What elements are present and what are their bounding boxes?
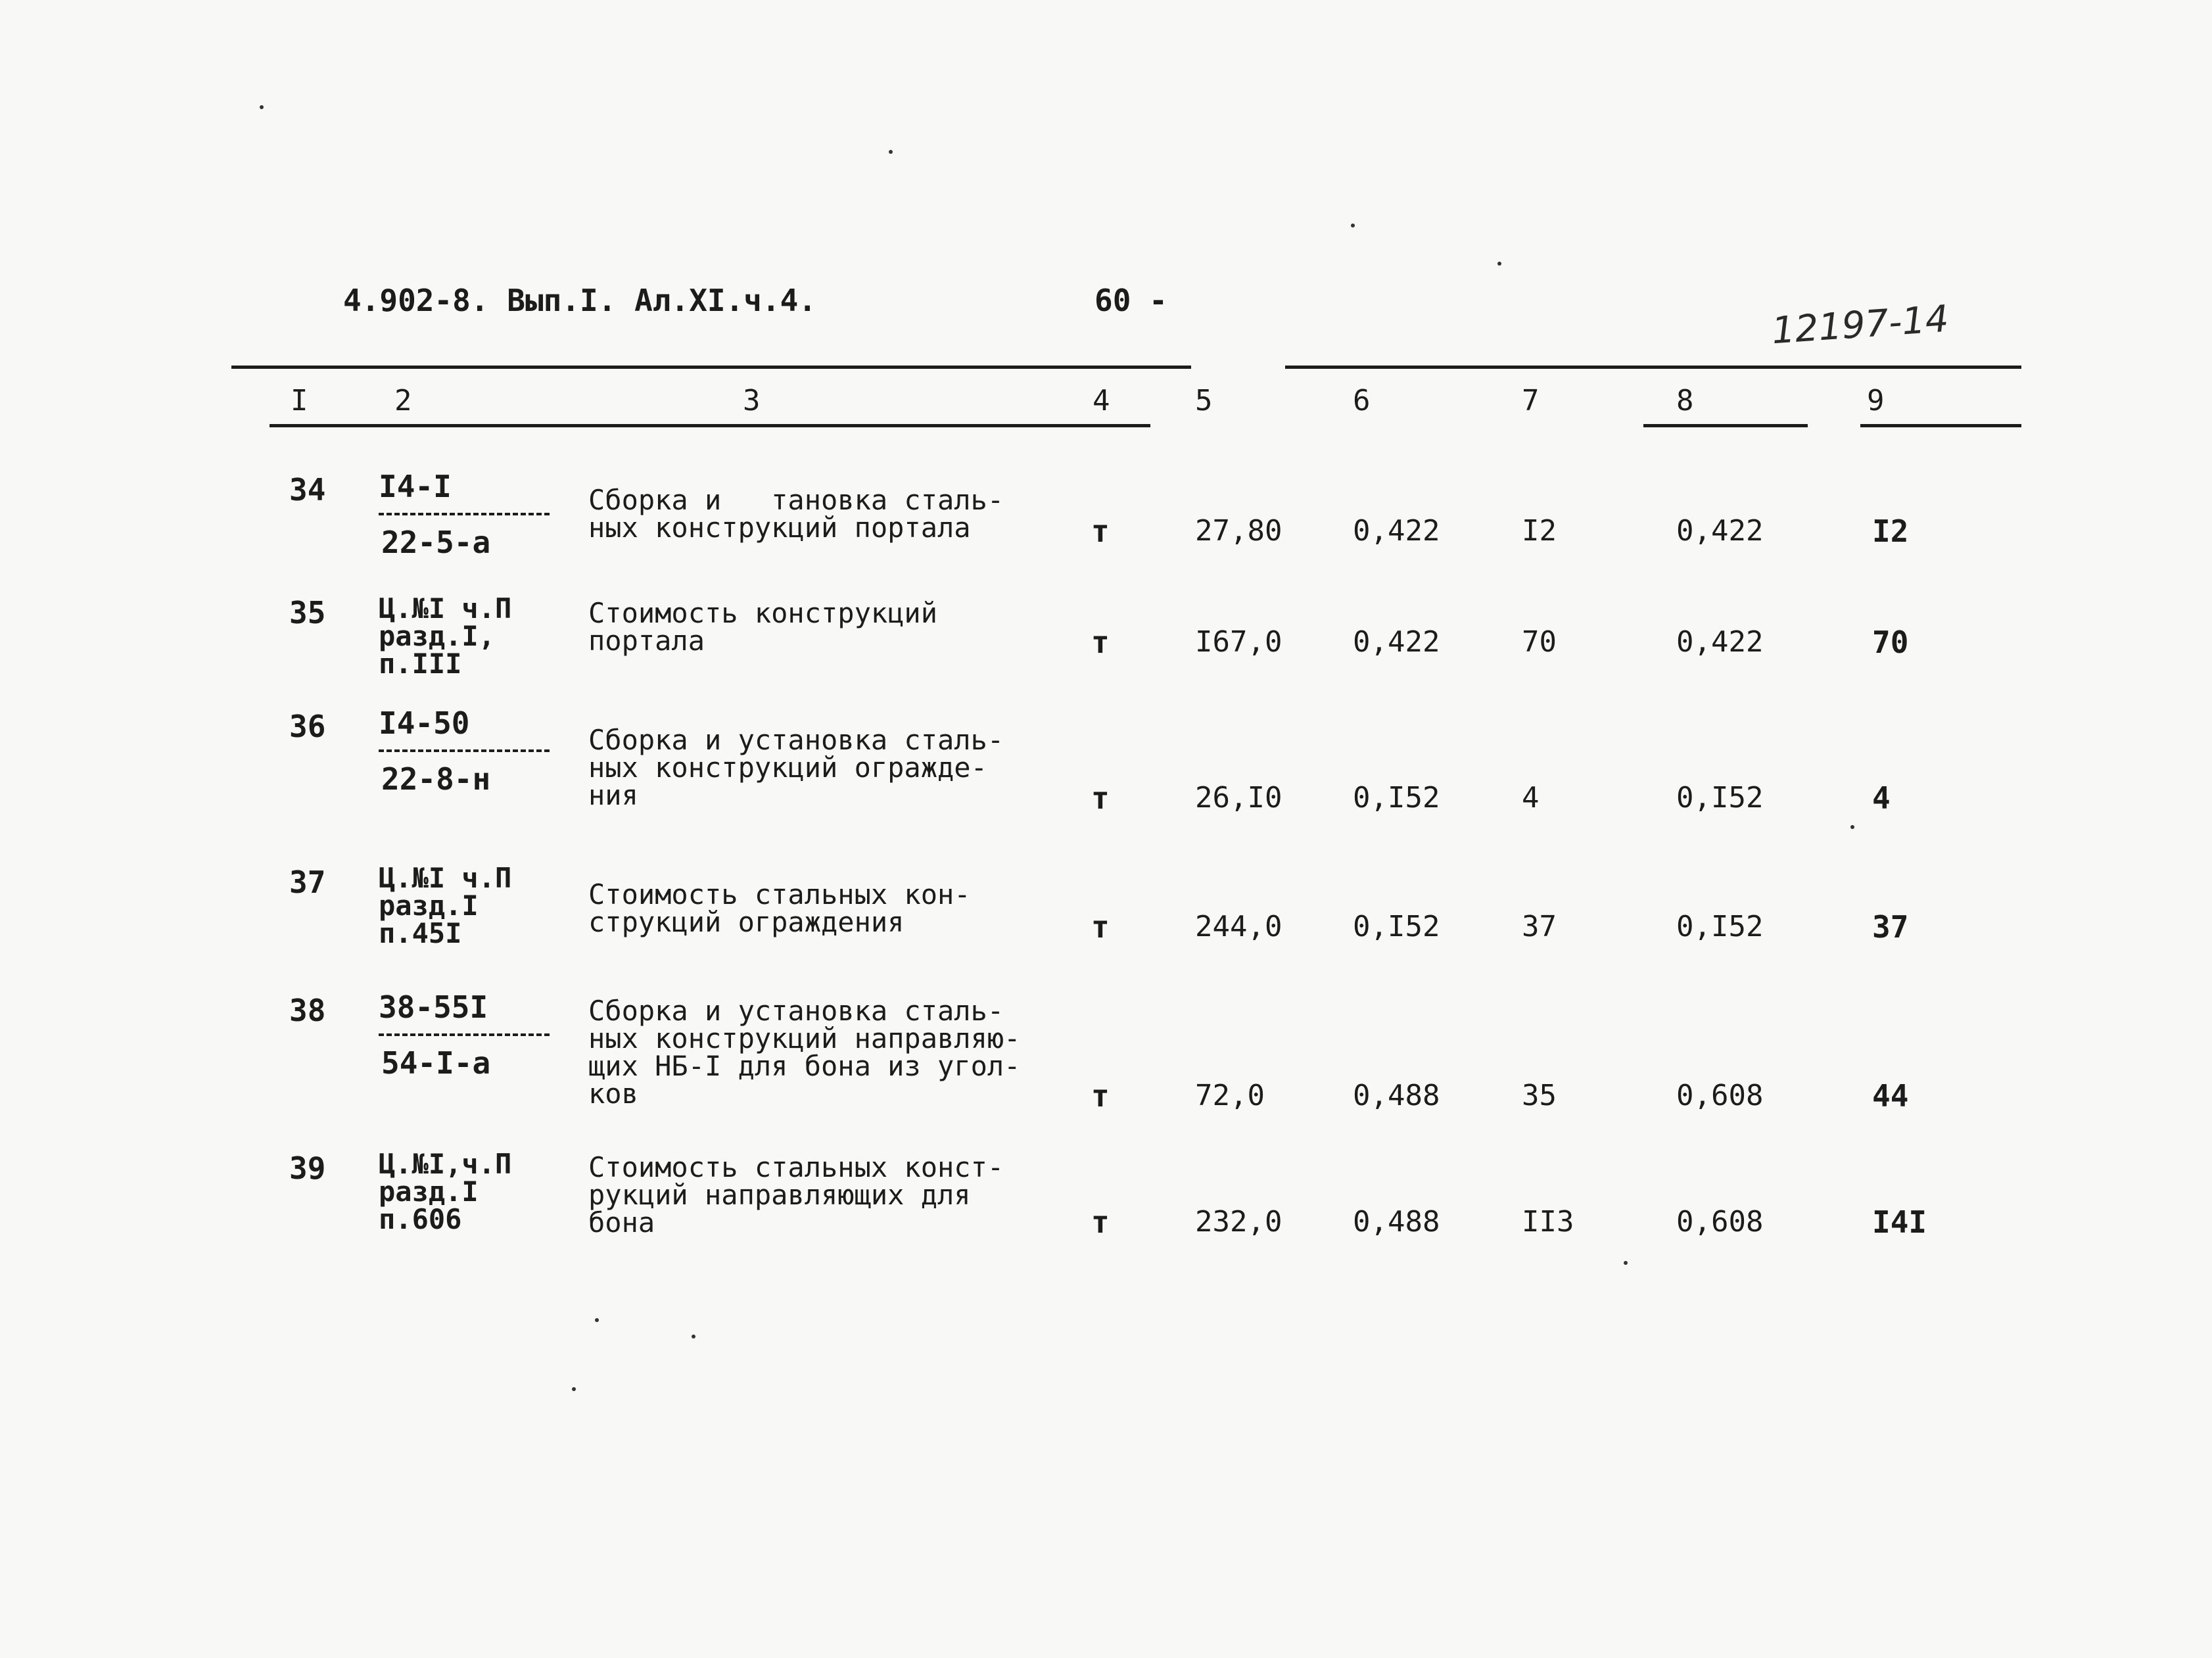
unit: т (1091, 909, 1110, 945)
quantity: 244,0 (1195, 910, 1282, 943)
unit: т (1091, 780, 1110, 816)
column-number-3: 3 (743, 384, 761, 417)
work-description: Сборка и установка сталь- ных конструкций огражде- ния (588, 724, 1004, 811)
column-number-2: 2 (394, 384, 412, 417)
work-description: Сборка и установка сталь- ных конструкций направляю- щих НБ-I для бона из угол- ков (588, 995, 1021, 1110)
col8-value: 0,422 (1676, 514, 1764, 548)
column-number-7: 7 (1522, 384, 1540, 417)
row-number: 39 (289, 1150, 326, 1186)
price-reference: Ц.№I,ч.П разд.I п.606 (379, 1148, 512, 1235)
document-code: 4.902-8. Вып.I. Ал.XI.ч.4. (343, 283, 817, 318)
col9-value: 70 (1872, 625, 1909, 660)
header-bottom-rule-right (1860, 424, 2021, 427)
row-number: 37 (289, 865, 326, 900)
work-description: Стоимость конструкций портала (588, 597, 938, 657)
scan-speck (1624, 1261, 1628, 1265)
scan-speck (260, 105, 264, 109)
col8-value: 0,I52 (1676, 910, 1764, 943)
handwritten-number: 12197-14 (1770, 297, 1950, 353)
col9-value: 37 (1872, 909, 1909, 945)
norm-code-denominator: 54-I-а (381, 1045, 491, 1081)
col9-value: I2 (1872, 513, 1909, 549)
col6-value: 0,422 (1353, 514, 1440, 548)
col8-value: 0,I52 (1676, 781, 1764, 815)
price-reference: Ц.№I ч.П разд.I п.45I (379, 862, 512, 949)
col8-value: 0,422 (1676, 625, 1764, 659)
scan-speck (572, 1387, 576, 1391)
page-number: 60 - (1094, 283, 1167, 318)
row-number: 38 (289, 993, 326, 1028)
quantity: 26,I0 (1195, 781, 1282, 815)
norm-code-denominator: 22-5-а (381, 525, 491, 560)
norm-code-numerator: I4-I (379, 469, 452, 504)
col9-value: 4 (1872, 780, 1891, 816)
fraction-line (379, 513, 550, 518)
work-description: Стоимость стальных конст- рукций направляющих для бона (588, 1151, 1004, 1239)
work-description: Стоимость стальных кон- струкций ограждения (588, 878, 971, 938)
column-number-9: 9 (1867, 384, 1885, 417)
col6-value: 0,I52 (1353, 781, 1440, 815)
table-top-rule-left (231, 366, 1191, 369)
column-number-6: 6 (1353, 384, 1371, 417)
scan-speck (595, 1318, 599, 1322)
col8-value: 0,608 (1676, 1205, 1764, 1239)
unit: т (1091, 513, 1110, 549)
fraction-line (379, 749, 550, 755)
column-number-5: 5 (1195, 384, 1213, 417)
quantity: 232,0 (1195, 1205, 1282, 1239)
unit: т (1091, 1078, 1110, 1114)
col6-value: 0,422 (1353, 625, 1440, 659)
quantity: I67,0 (1195, 625, 1282, 659)
col7-value: II3 (1522, 1205, 1574, 1239)
norm-code-numerator: I4-50 (379, 705, 470, 741)
column-number-8: 8 (1676, 384, 1694, 417)
header-bottom-rule-mid (1643, 424, 1808, 427)
col7-value: 70 (1522, 625, 1557, 659)
quantity: 27,80 (1195, 514, 1282, 548)
col6-value: 0,I52 (1353, 910, 1440, 943)
scan-speck (1351, 224, 1355, 227)
scan-speck (889, 150, 893, 154)
col6-value: 0,488 (1353, 1079, 1440, 1112)
header-bottom-rule-left (270, 424, 1150, 427)
scan-speck (1850, 825, 1854, 829)
col9-value: I4I (1872, 1204, 1927, 1240)
col7-value: 4 (1522, 781, 1540, 815)
scan-speck (692, 1335, 695, 1338)
unit: т (1091, 625, 1110, 660)
col6-value: 0,488 (1353, 1205, 1440, 1239)
scan-speck (1497, 262, 1501, 266)
quantity: 72,0 (1195, 1079, 1265, 1112)
column-number-1: I (291, 384, 308, 417)
col8-value: 0,608 (1676, 1079, 1764, 1112)
col7-value: 35 (1522, 1079, 1557, 1112)
row-number: 36 (289, 709, 326, 744)
price-reference: Ц.№I ч.П разд.I, п.III (379, 592, 512, 680)
table-top-rule-right (1285, 366, 2021, 369)
col7-value: I2 (1522, 514, 1557, 548)
norm-code-denominator: 22-8-н (381, 761, 491, 797)
col7-value: 37 (1522, 910, 1557, 943)
row-number: 35 (289, 595, 326, 630)
fraction-line (379, 1033, 550, 1039)
col9-value: 44 (1872, 1078, 1909, 1114)
unit: т (1091, 1204, 1110, 1240)
row-number: 34 (289, 472, 326, 508)
column-number-4: 4 (1093, 384, 1110, 417)
work-description: Сборка и тановка сталь- ных конструкций портала (588, 484, 1004, 544)
norm-code-numerator: 38-55I (379, 989, 488, 1025)
